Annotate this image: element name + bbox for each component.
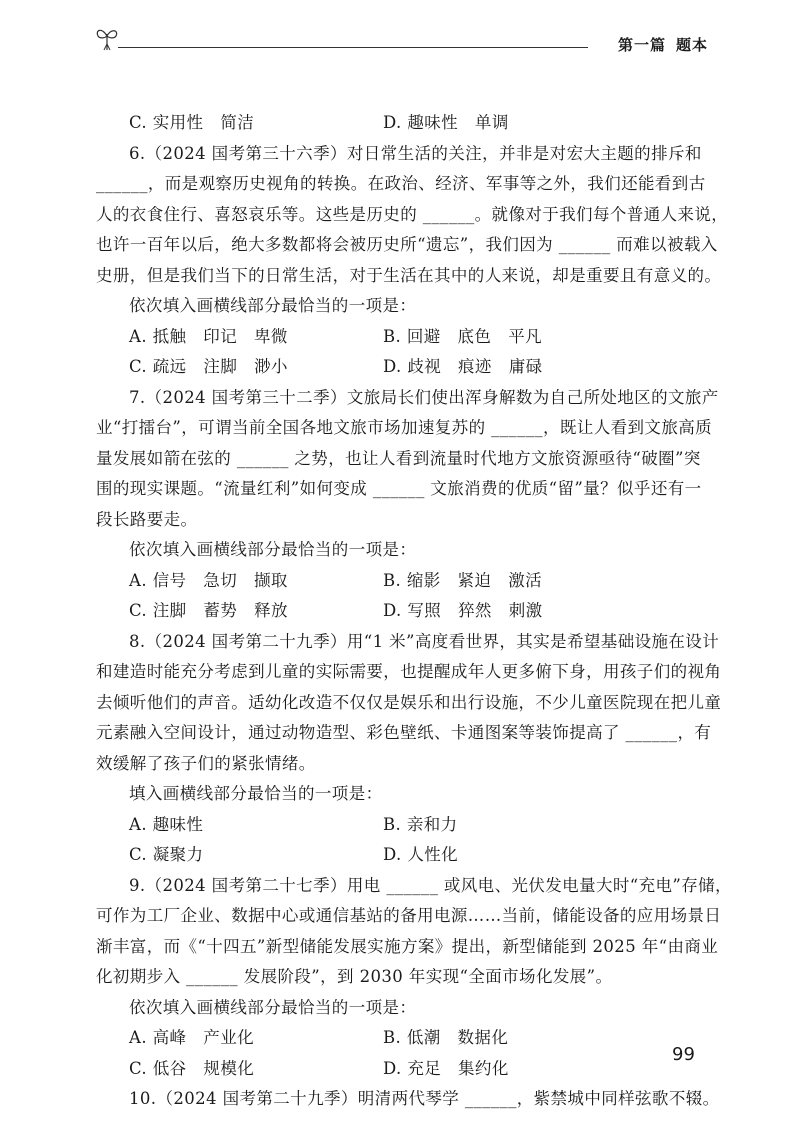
q10-text: 10.（2024 国考第二十九季）明清两代琴学 ______，紫禁城中同样弦歌不辍。	[129, 1089, 720, 1108]
option-row	[96, 566, 704, 597]
page-header	[92, 22, 708, 62]
q6-text: 6.（2024 国考第三十六季）对日常生活的关注，并非是对宏大主题的排斥和	[129, 143, 702, 163]
option-row	[96, 596, 704, 627]
option-c: C. 低谷 规模化	[129, 1058, 255, 1078]
option-a: A. 抵触 印记 卑微	[129, 326, 288, 346]
q9-text: 渐丰富，而《“十四五”新型储能发展实施方案》提出，新型储能到 2025 年“由商业	[96, 936, 719, 956]
option-a: A. 高峰 产业化	[129, 1028, 255, 1047]
option-c: C. 注脚 蓄势 释放	[129, 601, 288, 620]
q9-text: 化初期步入 ______ 发展阶段”，到 2030 年实现“全面市场化发展”。	[96, 967, 613, 986]
page-number: 99	[672, 1044, 695, 1065]
q8-text: 8.（2024 国考第二十九季）用“1 米”高度看世界，其实是希望基础设施在设计	[129, 631, 720, 651]
q9-text: 9.（2024 国考第二十七季）用电 ______ 或风电、光伏发电量大时“充电”存储，	[129, 875, 732, 895]
option-c: C. 实用性 简洁	[129, 113, 255, 132]
option-a: A. 信号 急切 撷取	[129, 570, 288, 590]
option-d: D. 写照 猝然 刺激	[383, 601, 543, 620]
header-part: 第一篇	[617, 36, 666, 54]
q7-text: 段长路要走。	[96, 509, 198, 529]
option-row	[96, 322, 704, 353]
option-row	[96, 1023, 704, 1054]
header-section: 题本	[675, 36, 708, 54]
q6-text: 人的衣食住行、喜怒哀乐等。这些是历史的 ______。就像对于我们每个普通人来说，	[96, 204, 729, 224]
q7-prompt: 依次填入画横线部分最恰当的一项是：	[129, 540, 417, 559]
option-d: D. 人性化	[383, 845, 459, 864]
q8-text: 效缓解了孩子们的紧张情绪。	[96, 753, 316, 773]
q7-text: 业“打擂台”，可谓当前全国各地文旅市场加速复苏的 ______，既让人看到文旅高质	[96, 418, 713, 437]
q8-text: 元素融入空间设计，通过动物造型、彩色壁纸、卡通图案等装饰提高了 ______，有	[96, 723, 712, 742]
q6-text: 也许一百年以后，绝大多数都将会被历史所“遗忘”，我们因为 ______ 而难以被载入	[96, 235, 718, 254]
header-rule	[118, 47, 588, 48]
question-content	[96, 108, 732, 1115]
option-row	[96, 352, 704, 383]
option-row	[96, 1054, 704, 1085]
q8-prompt: 填入画横线部分最恰当的一项是：	[129, 784, 383, 803]
option-b: B. 低潮 数据化	[383, 1028, 509, 1047]
q8-text: 和建造时能充分考虑到儿童的实际需要，也提醒成年人更多俯下身，用孩子们的视角	[96, 662, 722, 681]
option-a: A. 趣味性	[129, 814, 204, 834]
option-b: B. 亲和力	[383, 814, 458, 834]
option-d: D. 趣味性 单调	[383, 113, 509, 132]
q6-text: 史册，但是我们当下的日常生活，对于生活在其中的人来说，却是重要且有意义的。	[96, 265, 722, 285]
q8-text: 去倾听他们的声音。适幼化改造不仅仅是娱乐和出行设施，不少儿童医院现在把儿童	[96, 692, 722, 712]
option-d: D. 歧视 痕迹 庸碌	[383, 357, 543, 376]
q7-text: 围的现实课题。“流量红利”如何变成 ______ 文旅消费的优质“留”量？似乎还有一	[96, 479, 702, 498]
option-c: C. 凝聚力	[129, 845, 204, 864]
option-row	[96, 840, 704, 871]
option-d: D. 充足 集约化	[383, 1058, 509, 1078]
q7-text: 量发展如箭在弦的 ______ 之势，也让人看到流量时代地方文旅资源亟待“破圈”突	[96, 448, 701, 468]
option-c: C. 疏远 注脚 渺小	[129, 357, 288, 376]
option-b: B. 回避 底色 平凡	[383, 326, 543, 346]
q9-text: 可作为工厂企业、数据中心或通信基站的备用电源……当前，储能设备的应用场景日	[96, 906, 722, 925]
q6-text: ______，而是观察历史视角的转换。在政治、经济、军事等之外，我们还能看到古	[96, 174, 706, 193]
q6-prompt: 依次填入画横线部分最恰当的一项是：	[129, 296, 417, 315]
option-row	[96, 108, 704, 139]
q9-prompt: 依次填入画横线部分最恰当的一项是：	[129, 997, 417, 1017]
option-b: B. 缩影 紧迫 激活	[383, 570, 543, 590]
option-row	[96, 810, 704, 841]
header-title	[608, 34, 708, 55]
q7-text: 7.（2024 国考第三十二季）文旅局长们使出浑身解数为自己所处地区的文旅产	[129, 387, 719, 407]
sprout-icon	[92, 24, 122, 54]
